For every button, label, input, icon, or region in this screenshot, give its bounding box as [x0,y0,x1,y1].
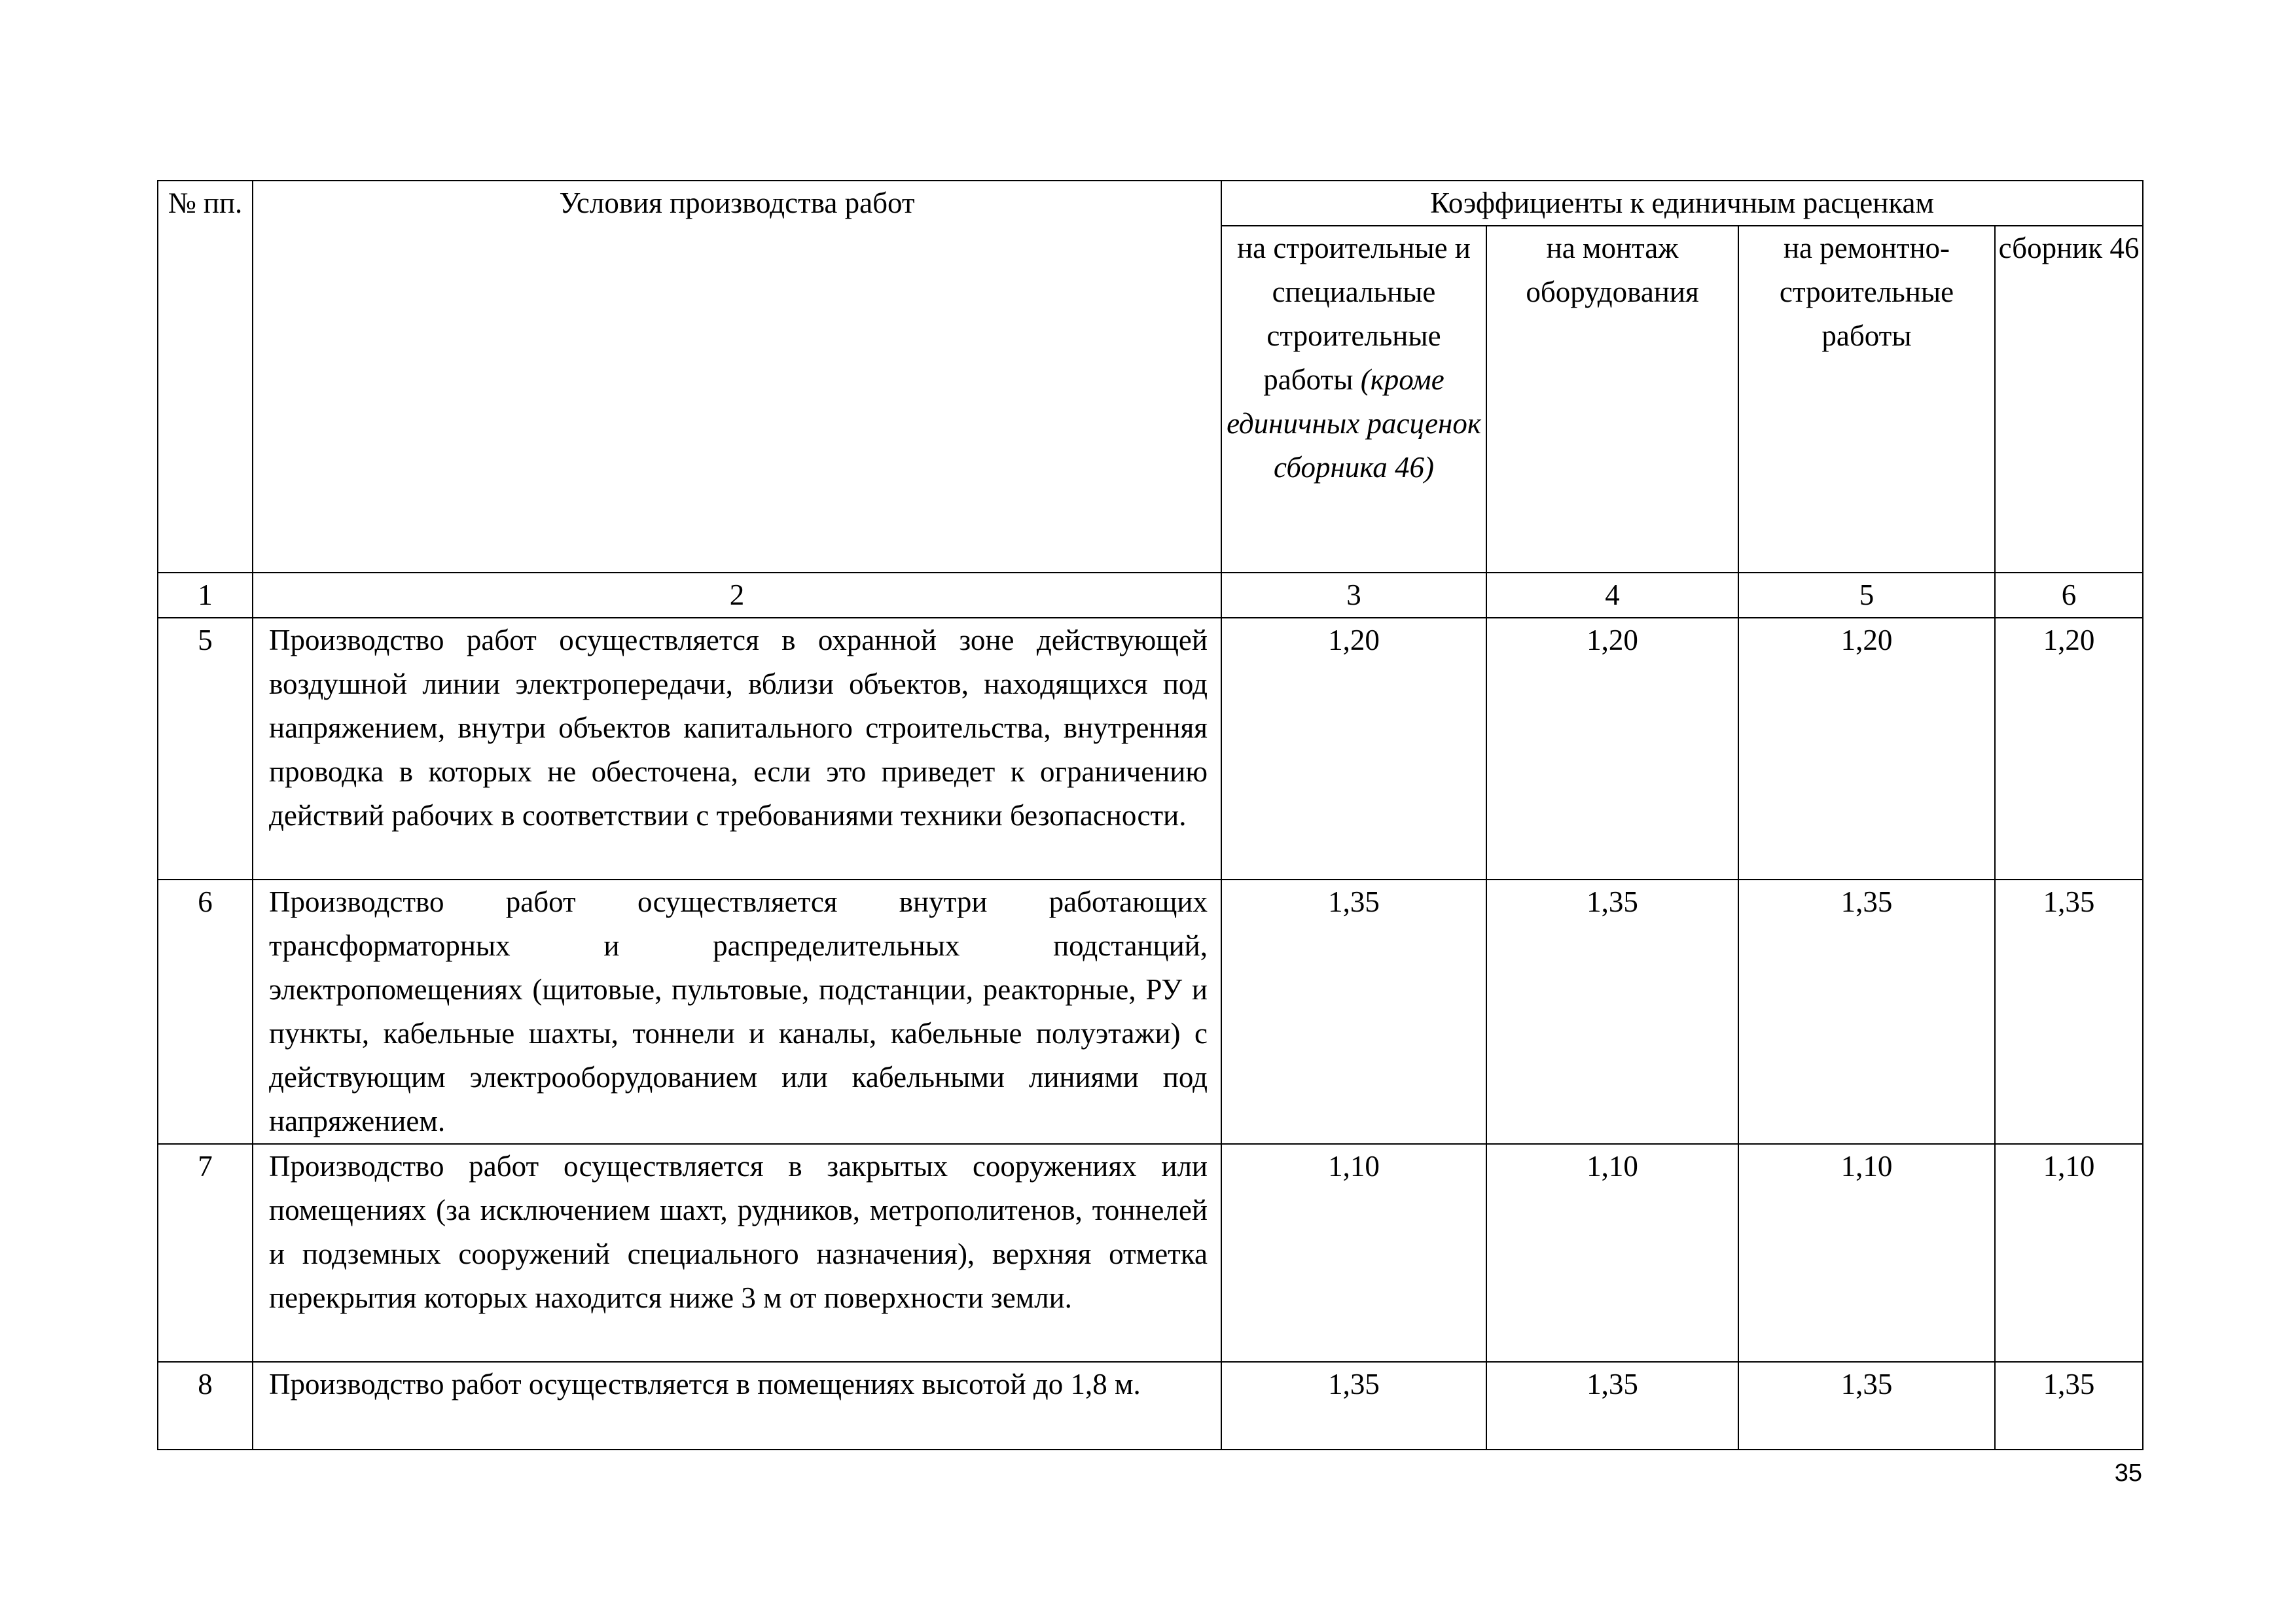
coefficient-repair: 1,20 [1738,618,1995,880]
header-coefficients-group: Коэффициенты к единичным расценкам [1221,181,2143,226]
row-condition-text: Производство работ осуществляется в охранной зоне действующей воздушной линии электропередачи, вблизи объектов, находящихся под напряжением, внутри объектов капитального строительства, внутренняя проводка в которых не обесточена, если это приведет к ограничению действий рабочих в соответствии с требованиями техники безопасности. [253,618,1221,880]
coefficient-repair: 1,35 [1738,1362,1995,1450]
row-number: 7 [158,1144,253,1362]
header-construction [1221,226,1486,573]
header-mounting: на монтаж оборудования [1486,226,1738,573]
header-repair: на ремонтно-строительные работы [1738,226,1995,573]
column-number: 1 [158,573,253,618]
coefficient-construction: 1,35 [1221,1362,1486,1450]
coefficient-construction: 1,20 [1221,618,1486,880]
row-number: 8 [158,1362,253,1450]
coefficient-mounting: 1,10 [1486,1144,1738,1362]
row-number: 5 [158,618,253,880]
column-number: 4 [1486,573,1738,618]
header-number: № пп. [158,181,253,573]
table-row [158,1144,2143,1362]
coefficient-repair: 1,10 [1738,1144,1995,1362]
column-number: 5 [1738,573,1995,618]
table-row [158,880,2143,1144]
coefficient-mounting: 1,20 [1486,618,1738,880]
column-number: 6 [1995,573,2143,618]
row-condition-text: Производство работ осуществляется внутри работающих трансформаторных и распределительных подстанций, электропомещениях (щитовые, пультовые, подстанции, реакторные, РУ и пункты, кабельные шахты, тоннели и каналы, кабельные полуэтажи) с действующим электрооборудованием или кабельными линиями под напряжением. [253,880,1221,1144]
coefficient-mounting: 1,35 [1486,880,1738,1144]
coefficient-construction: 1,35 [1221,880,1486,1144]
coefficient-mounting: 1,35 [1486,1362,1738,1450]
coefficient-collection: 1,20 [1995,618,2143,880]
row-condition-text: Производство работ осуществляется в помещениях высотой до 1,8 м. [253,1362,1221,1450]
page-number: 35 [2114,1459,2142,1487]
table-row [158,618,2143,880]
row-number: 6 [158,880,253,1144]
column-number: 2 [253,573,1221,618]
header-conditions: Условия производства работ [253,181,1221,573]
column-numbers-row [158,573,2143,618]
header-row-top [158,181,2143,226]
coefficients-table [157,180,2144,1450]
coefficient-construction: 1,10 [1221,1144,1486,1362]
coefficient-collection: 1,10 [1995,1144,2143,1362]
coefficient-collection: 1,35 [1995,1362,2143,1450]
header-construction-label: на строительные и специальные строительные работы [1237,232,1471,396]
column-number: 3 [1221,573,1486,618]
table-row [158,1362,2143,1450]
row-condition-text: Производство работ осуществляется в закрытых сооружениях или помещениях (за исключением шахт, рудников, метрополитенов, тоннелей и подземных сооружений специального назначения), верхняя отметка перекрытия которых находится ниже 3 м от поверхности земли. [253,1144,1221,1362]
header-construction-note: (кроме единичных расценок сборника 46) [1227,363,1481,484]
coefficient-collection: 1,35 [1995,880,2143,1144]
coefficient-repair: 1,35 [1738,880,1995,1144]
header-collection: сборник 46 [1995,226,2143,573]
